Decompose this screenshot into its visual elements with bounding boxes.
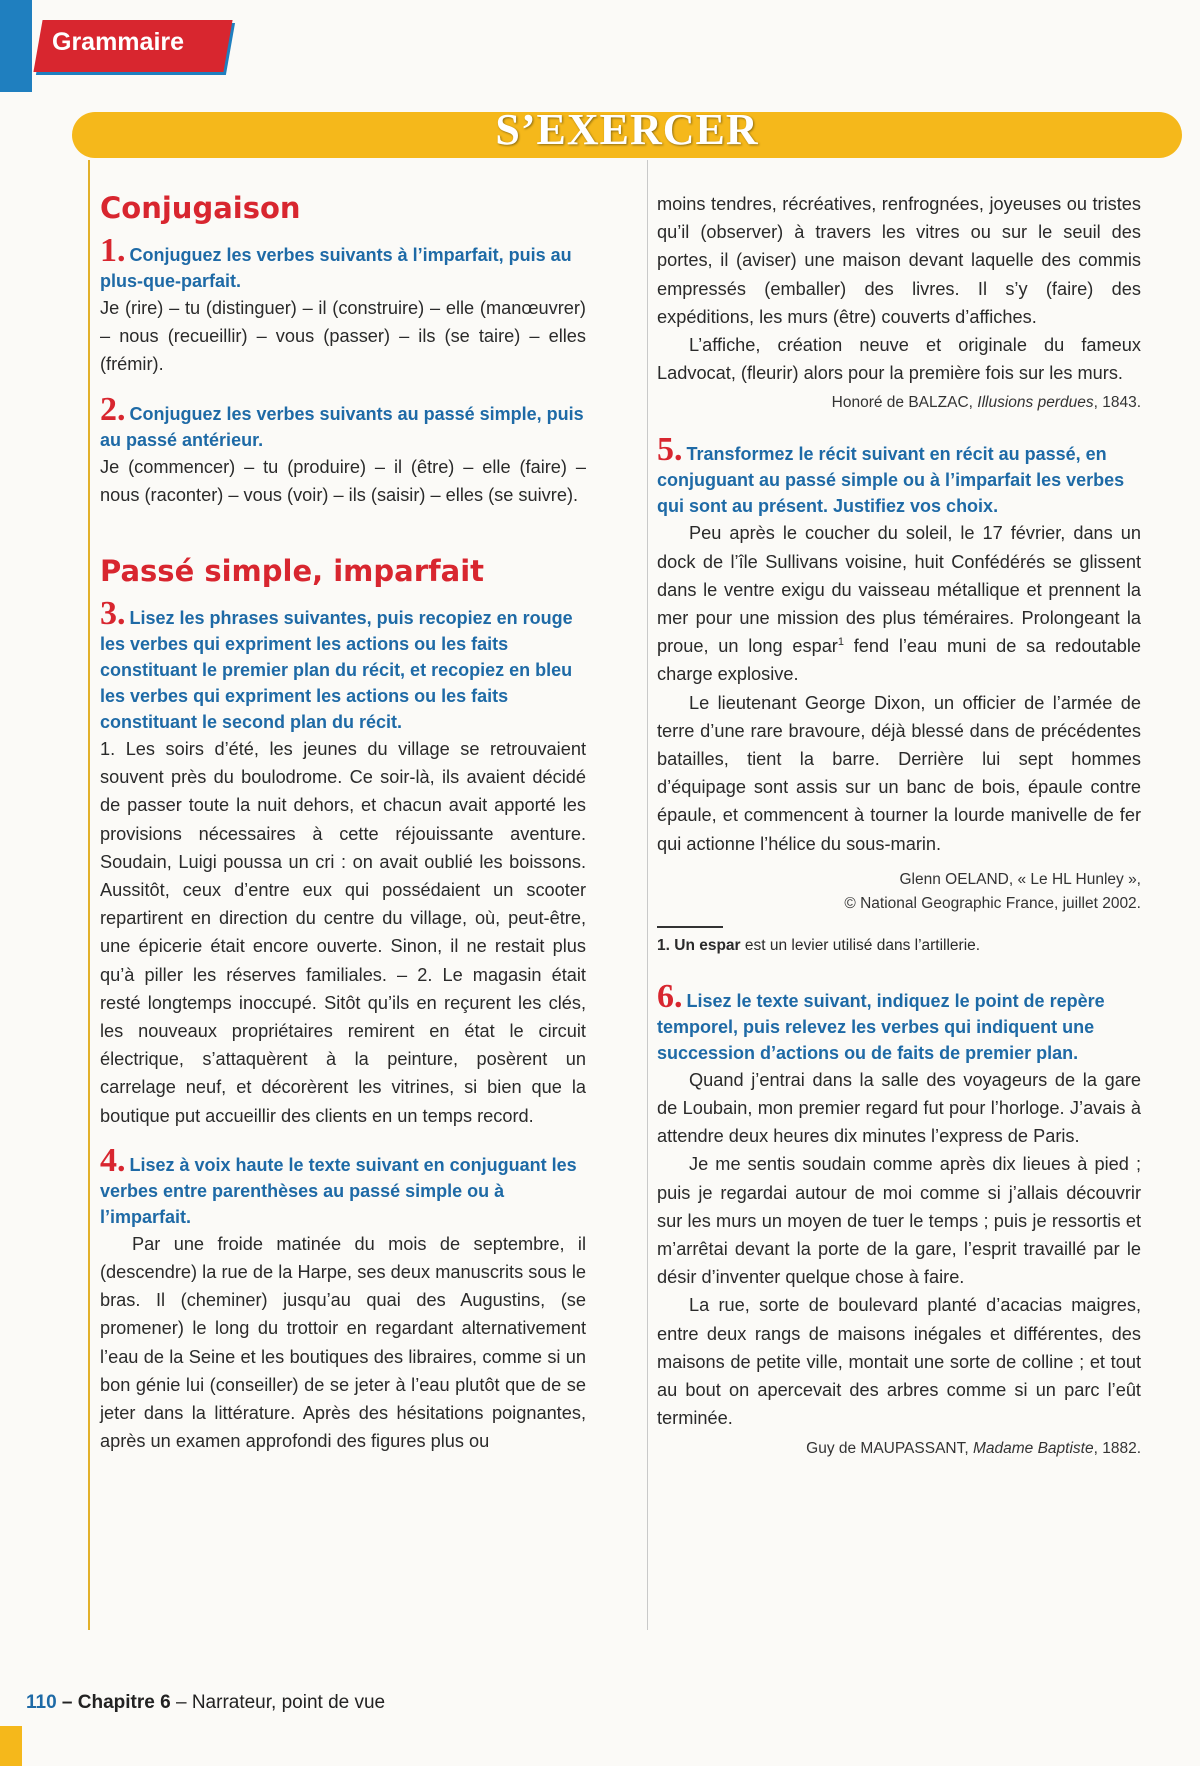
instruction-text: Lisez à voix haute le texte suivant en conjuguant les verbes entre parenthèses au passé simple ou à l’imparfait. bbox=[100, 1154, 577, 1227]
exercise-instruction bbox=[657, 977, 1141, 1066]
source-citation bbox=[657, 1437, 1141, 1461]
exercise-number: 6. bbox=[657, 977, 683, 1015]
corner-decoration bbox=[0, 0, 32, 92]
exercise-4 bbox=[100, 1141, 586, 1456]
source-line: © National Geographic France, juillet 2002. bbox=[844, 894, 1141, 912]
section-tag: Grammaire bbox=[52, 28, 185, 56]
exercise-instruction bbox=[100, 1141, 586, 1230]
exercise-number: 5. bbox=[657, 431, 683, 469]
exercise-body: Je (rire) – tu (distinguer) – il (construire) – elle (manœuvrer) – nous (recueillir) – vous (passer) – ils (se taire) – elles (frémir). bbox=[100, 298, 586, 375]
exercise-number: 2. bbox=[100, 390, 126, 428]
footnote-text: est un levier utilisé dans l’artillerie. bbox=[740, 936, 981, 954]
page-number: 110 bbox=[26, 1692, 57, 1713]
source-author: Honoré de BALZAC, bbox=[831, 394, 973, 412]
instruction-text: Conjuguez les verbes suivants à l’imparfait, puis au plus-que-parfait. bbox=[100, 245, 572, 291]
footer-corner-decoration bbox=[0, 1726, 22, 1766]
source-title: Madame Baptiste bbox=[972, 1439, 1094, 1457]
right-column bbox=[657, 190, 1141, 1461]
text-paragraph: Je me sentis soudain comme après dix lieues à pied ; puis je regardai autour de moi comme si j’allais découvrir sur les murs un moyen de tuer le temps ; puis je ressortis et m’arrêtai devant la porte de la gare, l’esprit travaillé par le désir d’inventer quelque chose à faire. bbox=[657, 1154, 1141, 1288]
exercise-body: Je (commencer) – tu (produire) – il (être) – elle (faire) – nous (raconter) – vous (voir) – ils (saisir) – elles (se suivre). bbox=[100, 456, 586, 505]
text-paragraph bbox=[657, 519, 1141, 688]
footnote-number: 1. bbox=[657, 936, 670, 954]
source-citation bbox=[657, 868, 1141, 916]
instruction-text: Conjuguez les verbes suivants au passé simple, puis au passé antérieur. bbox=[100, 403, 584, 450]
text-paragraph: moins tendres, récréatives, renfrognées, joyeuses ou tristes qu’il (observer) à travers les vitres ou sur le seuil des portes, il (aviser) une maison devant laquelle des commis empressés (emballer) des livres. Il s’y (faire) des expéditions, les murs (être) couverts d’affiches. bbox=[657, 194, 1141, 327]
source-title: Illusions perdues bbox=[977, 394, 1094, 412]
source-line: Glenn OELAND, « Le HL Hunley », bbox=[899, 870, 1141, 888]
column-divider bbox=[647, 160, 648, 1630]
exercise-6 bbox=[657, 977, 1141, 1461]
exercise-4-continued bbox=[657, 190, 1141, 415]
section-title-passe-simple: Passé simple, imparfait bbox=[100, 554, 485, 589]
footnote-marker: 1 bbox=[837, 636, 844, 649]
footnote-term: Un espar bbox=[674, 936, 741, 954]
text-span: fend l’eau muni de sa redoutable charge explosive. bbox=[657, 636, 1141, 685]
text-paragraph: La rue, sorte de boulevard planté d’acacias maigres, entre deux rangs de maisons inégales et différentes, des maisons de petite ville, montait une sorte de colline ; et tout au bout on apercevait des arbres comme si un parc l’eût terminée. bbox=[657, 1295, 1141, 1429]
source-author: Guy de MAUPASSANT, bbox=[806, 1439, 969, 1457]
chapter-label: Chapitre 6 bbox=[77, 1692, 171, 1713]
exercise-number: 3. bbox=[100, 595, 126, 633]
source-year: , 1882. bbox=[1093, 1439, 1141, 1457]
exercise-2 bbox=[100, 390, 586, 509]
exercise-1 bbox=[100, 232, 586, 379]
footnote bbox=[657, 934, 1141, 958]
text-paragraph: L’affiche, création neuve et originale du fameux Ladvocat, (fleurir) alors pour la première fois sur les murs. bbox=[657, 335, 1141, 384]
exercise-instruction bbox=[657, 431, 1141, 519]
source-citation bbox=[657, 391, 1141, 415]
footnote-rule bbox=[657, 926, 723, 928]
page-footer bbox=[26, 1692, 385, 1714]
exercise-number: 4. bbox=[100, 1141, 126, 1179]
text-paragraph: Le lieutenant George Dixon, un officier de l’armée de terre d’une rare bravoure, déjà blessé dans de précédentes batailles, tient la barre. Derrière lui sept hommes d’équipage sont assis sur un banc de bois, épaule contre épaule, et commencent à tourner la lourde manivelle de fer qui actionne l’hélice du sous-marin. bbox=[657, 692, 1141, 854]
text-paragraph: Quand j’entrai dans la salle des voyageurs de la gare de Loubain, mon premier regard fut pour l’horloge. J’avais à attendre deux heures dix minutes l’express de Paris. bbox=[657, 1069, 1141, 1147]
left-margin-rule bbox=[88, 160, 90, 1630]
exercise-instruction bbox=[100, 595, 586, 735]
exercise-instruction bbox=[100, 232, 586, 294]
left-column bbox=[100, 190, 586, 1455]
exercise-5 bbox=[657, 431, 1141, 957]
exercise-instruction bbox=[100, 390, 586, 453]
exercise-3 bbox=[100, 595, 586, 1130]
source-year: , 1843. bbox=[1093, 394, 1141, 412]
exercise-number: 1. bbox=[100, 232, 126, 269]
exercise-body: 1. Les soirs d’été, les jeunes du village se retrouvaient souvent près du boulodrome. Ce soir-là, ils avaient décidé de passer toute la nuit dehors, et chacun avait apporté les provisions nécessaires à cette réjouissante aventure. Soudain, Luigi poussa un cri : on avait oublié les boissons. Aussitôt, ceux d’entre eux qui possédaient un scooter repartirent en direction du centre du village, où, peut-être, une épicerie était encore ouverte. Sinon, il ne restait plus qu’à piller les réserves familiales. – 2. Le magasin était resté longtemps inoccupé. Sitôt qu’ils en reçurent les clés, les nouveaux propriétaires remirent en état le circuit électrique, s’attaquèrent à la peinture, posèrent un carrelage neuf, et décorèrent les vitrines, si bien que la boutique put accueillir des clients en un temps record. bbox=[100, 739, 586, 1126]
exercise-body: Par une froide matinée du mois de septembre, il (descendre) la rue de la Harpe, ses deux manuscrits sous le bras. Il (cheminer) jusqu’au quai des Augustins, (se promener) le long du trottoir en regardant alternativement l’eau de la Seine et les boutiques des libraires, comme si un bon génie lui (conseiller) de se jeter à l’eau plutôt que de se jeter dans la littérature. Après des hésitations poignantes, après un examen approfondi des figures plus ou bbox=[100, 1233, 586, 1452]
instruction-text: Transformez le récit suivant en récit au passé, en conjuguant au passé simple ou à l’imparfait les verbes qui sont au présent. Justifiez vos choix. bbox=[657, 444, 1125, 517]
instruction-text: Lisez les phrases suivantes, puis recopiez en rouge les verbes qui expriment les actions ou les faits constituant le premier plan du récit, et recopiez en bleu les verbes qui expriment les actions ou les faits constituant le second plan du récit. bbox=[100, 608, 573, 733]
footer-separator: – bbox=[56, 1692, 78, 1713]
section-title-conjugaison: Conjugaison bbox=[100, 191, 301, 225]
page-title: S’EXERCER bbox=[495, 105, 759, 154]
instruction-text: Lisez le texte suivant, indiquez le point de repère temporel, puis relevez les verbes qui indiquent une succession d’actions ou de faits de premier plan. bbox=[657, 990, 1105, 1063]
chapter-subtitle: – Narrateur, point de vue bbox=[170, 1692, 386, 1713]
text-span: Peu après le coucher du soleil, le 17 février, dans un dock de l’île Sullivans voisine, huit Confédérés se glissent dans le ventre exigu du vaisseau métallique et prennent la mer pour une mission des plus téméraires. Prolongeant la proue, un long espar bbox=[657, 523, 1141, 657]
